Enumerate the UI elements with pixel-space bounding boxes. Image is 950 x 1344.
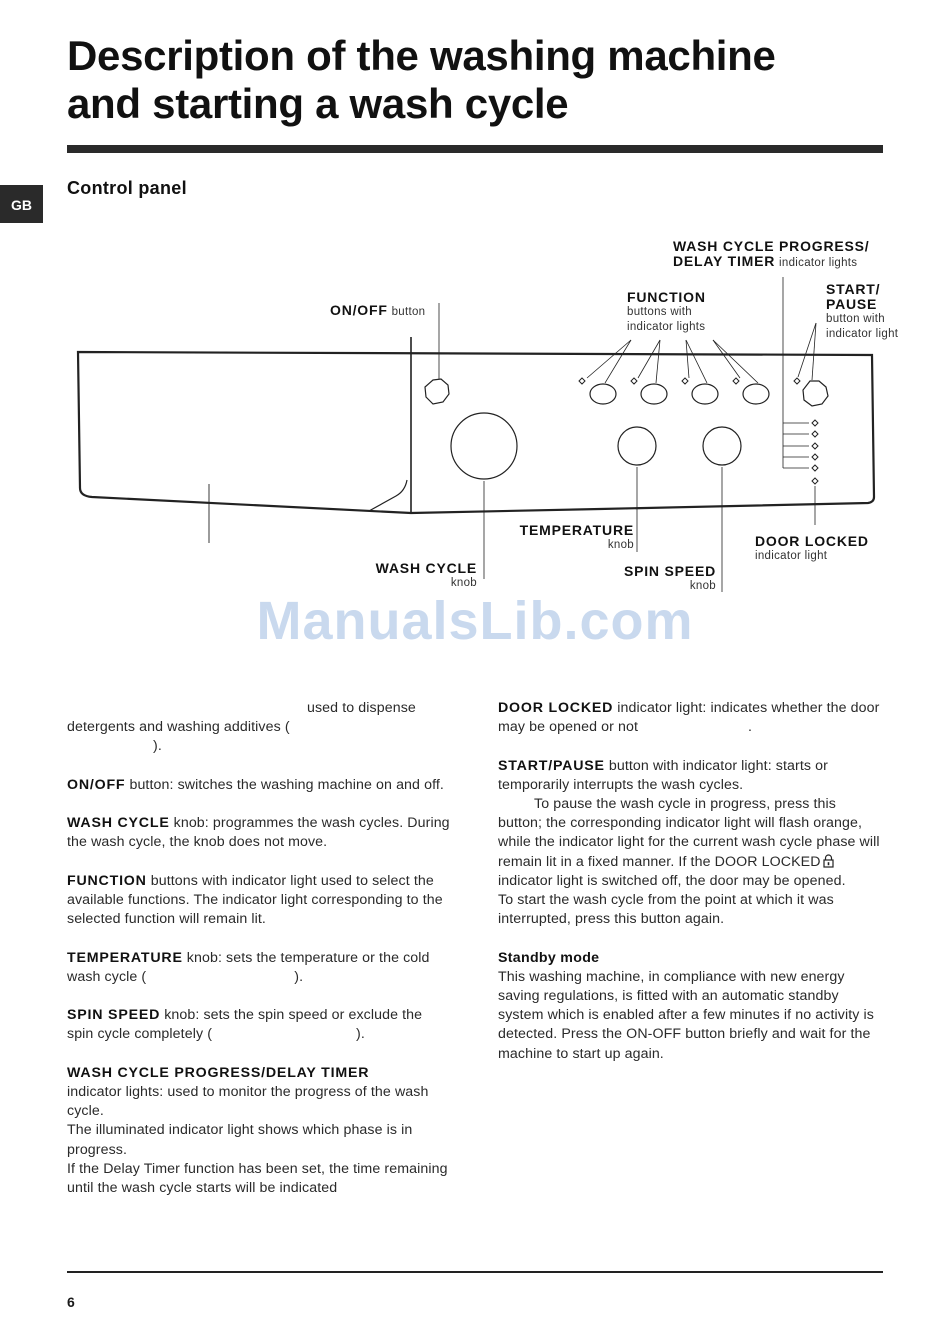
spin-speed-paragraph: SPIN SPEED knob: sets the spin speed or exclude the spin cycle completely ( ). — [67, 1007, 423, 1043]
dispenser-paragraph: used to dispense detergents and washing additives ( ). — [67, 700, 416, 755]
label-start-pause: START/ PAUSE button with indicator light — [826, 281, 899, 340]
progress-light-4 — [812, 454, 818, 460]
onoff-paragraph: ON/OFF button: switches the washing machine on and off. — [67, 776, 444, 793]
label-wash-cycle-progress: WASH CYCLE PROGRESS/ DELAY TIMER indicator lights — [673, 238, 870, 269]
progress-paragraph: WASH CYCLE PROGRESS/DELAY TIMER indicator lights: used to monitor the progress of the wash cycle. The illuminated indicator light shows which phase is in progress. If the Delay Timer function has been set, the time remaining until the wash cycle starts will be indicated — [67, 1064, 448, 1196]
dispenser-handle — [369, 480, 407, 511]
door-locked-paragraph: DOOR LOCKED indicator light: indicates whether the door may be opened or not . — [498, 700, 880, 736]
function-button-2 — [641, 384, 667, 404]
start-pause-button-shape — [803, 381, 828, 406]
start-leader-b — [812, 323, 816, 380]
watermark: ManualsLib.com — [256, 591, 694, 651]
panel-outline — [78, 352, 874, 513]
function-light-4 — [733, 378, 739, 384]
function-button-1 — [590, 384, 616, 404]
function-light-2 — [631, 378, 637, 384]
progress-light-3 — [812, 443, 818, 449]
label-door-locked: DOOR LOCKED indicator light — [755, 533, 869, 562]
progress-light-5 — [812, 465, 818, 471]
start-pause-paragraph: START/PAUSE button with indicator light: starts or temporarily interrupts the wash cycles. To pause the wash cycle in progress, press this button; the corresponding indicator light will flash orange, while the indicator light for the current wash cycle phase will remain lit in a fixed manner. If the DOOR LOCKED indicator light is switched off, the door may be opened. To start the wash cycle from the point at which it was interrupted, press this button again. — [498, 757, 880, 928]
start-pause-light — [794, 378, 800, 384]
label-wash-cycle: WASH CYCLE knob — [375, 560, 477, 589]
title-line-1: Description of the washing machine — [67, 32, 776, 79]
footer-rule — [67, 1271, 883, 1273]
label-temperature: TEMPERATURE knob — [519, 522, 634, 551]
door-locked-light — [812, 478, 818, 484]
progress-light-2 — [812, 431, 818, 437]
title-line-2: and starting a wash cycle — [67, 80, 569, 127]
section-title: Control panel — [67, 178, 187, 198]
left-column — [67, 699, 450, 1217]
label-onoff: ON/OFF button — [330, 302, 426, 318]
onoff-button-shape — [425, 379, 449, 404]
lock-icon — [823, 854, 834, 868]
function-paragraph: FUNCTION buttons with indicator light used to select the available functions. The indicator light corresponding to the selected function will remain lit. — [67, 872, 443, 928]
function-button-4 — [743, 384, 769, 404]
function-light-3 — [682, 378, 688, 384]
label-spin-speed: SPIN SPEED knob — [623, 563, 716, 592]
function-button-3 — [692, 384, 718, 404]
standby-paragraph: Standby mode This washing machine, in compliance with new energy saving regulations, is fitted with an automatic standby system which is enabled after a few minutes if no activity is detected. Press the ON-OFF button briefly and wait for the machine to start up again. — [498, 949, 874, 1062]
language-tab: GB — [0, 185, 43, 223]
wash-cycle-knob-shape — [451, 413, 517, 479]
temperature-paragraph: TEMPERATURE knob: sets the temperature or the cold wash cycle ( ). — [67, 949, 430, 985]
page-number: 6 — [67, 1294, 75, 1310]
start-leader-a — [798, 323, 816, 377]
temperature-knob-shape — [618, 427, 656, 465]
spin-speed-knob-shape — [703, 427, 741, 465]
right-column — [498, 699, 884, 1083]
function-light-1 — [579, 378, 585, 384]
label-function: FUNCTION buttons with indicator lights — [627, 289, 706, 333]
wash-cycle-paragraph: WASH CYCLE knob: programmes the wash cycles. During the wash cycle, the knob does not move. — [67, 815, 450, 851]
progress-light-1 — [812, 420, 818, 426]
